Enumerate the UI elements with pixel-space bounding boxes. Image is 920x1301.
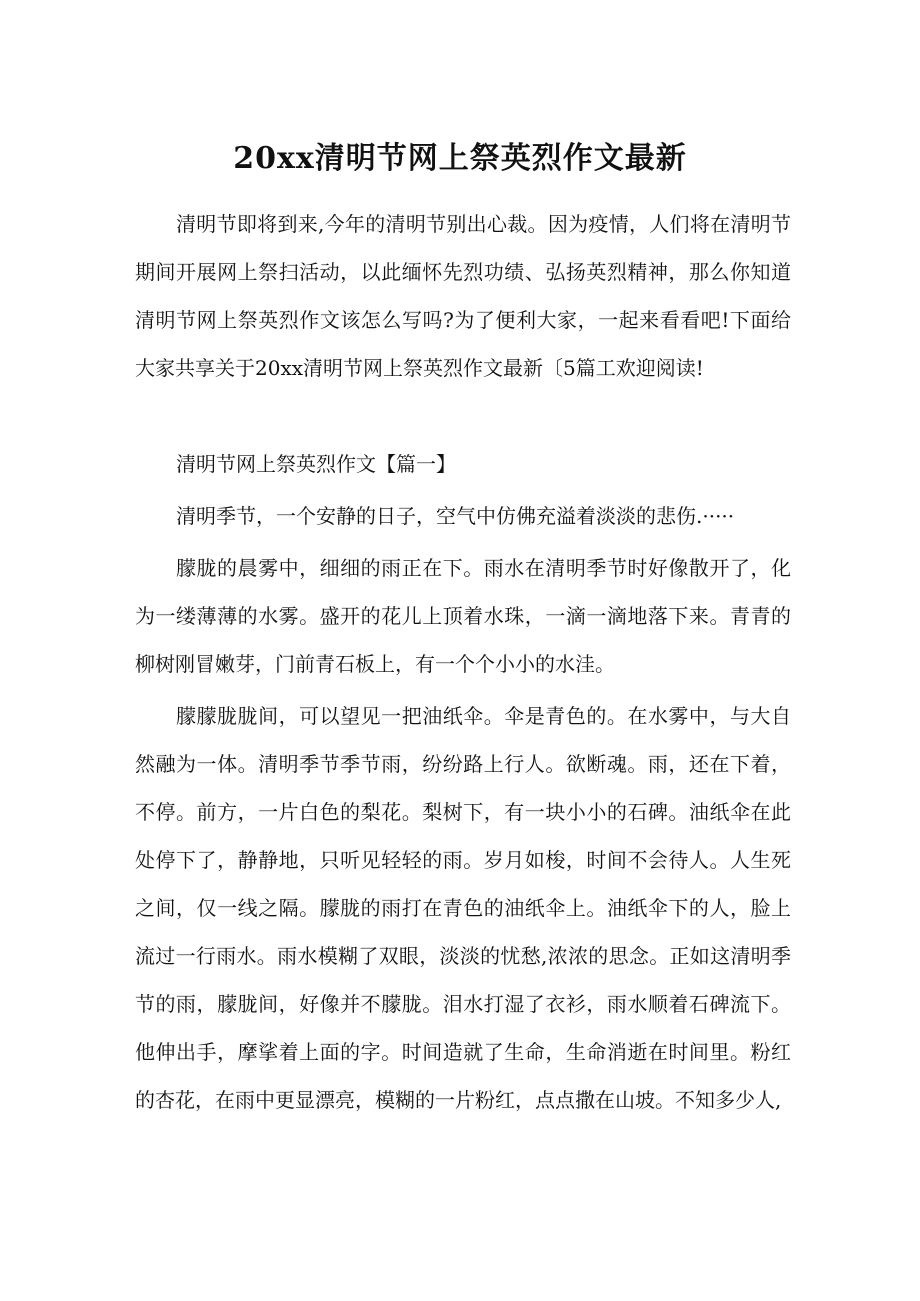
intro-paragraph: 清明节即将到来,今年的清明节别出心裁。因为疫情，人们将在清明节期间开展网上祭扫活动，以此缅怀先烈功绩、弘扬英烈精神，那么你知道清明节网上祭英烈作文该怎么写吗?为了便利大家，一起来看看吧!下面给大家共享关于20xx清明节网上祭英烈作文最新〔5篇工欢迎阅读! xyxy=(135,212,791,380)
body-paragraph-1: 清明季节，一个安静的日子，空气中仿佛充溢着淡淡的悲伤.····· xyxy=(176,504,735,528)
section-gap xyxy=(135,392,791,440)
body-paragraph-3: 朦朦胧胧间，可以望见一把油纸伞。伞是青色的。在水雾中，与大自然融为一体。清明季节季节雨，纷纷路上行人。欲断魂。雨，还在下着，不停。前方，一片白色的梨花。梨树下，有一块小小的石碑。油纸伞在此处停下了，静静地，只听见轻轻的雨。岁月如梭，时间不会待人。人生死之间，仅一线之隔。朦胧的雨打在青色的油纸伞上。油纸伞下的人，脸上流过一行雨水。雨水模糊了双眼，淡淡的忧愁,浓浓的思念。正如这清明季节的雨，朦胧间，好像并不朦胧。泪水打湿了衣衫，雨水顺着石碑流下。他伸出手，摩挲着上面的字。时间造就了生命，生命消逝在时间里。粉红的杏花，在雨中更显漂亮，模糊的一片粉红，点点撒在山坡。不知多少人, xyxy=(135,704,791,1112)
section-heading: 清明节网上祭英烈作文【篇一】 xyxy=(176,452,456,476)
document-body xyxy=(135,200,791,1124)
body-paragraph-2: 朦胧的晨雾中，细细的雨正在下。雨水在清明季节时好像散开了，化为一缕薄薄的水雾。盛开的花儿上顶着水珠，一滴一滴地落下来。青青的柳树刚冒嫩芽，门前青石板上，有一个个小小的水洼。 xyxy=(135,556,791,676)
document-title: 20xx清明节网上祭英烈作文最新 xyxy=(233,141,687,176)
